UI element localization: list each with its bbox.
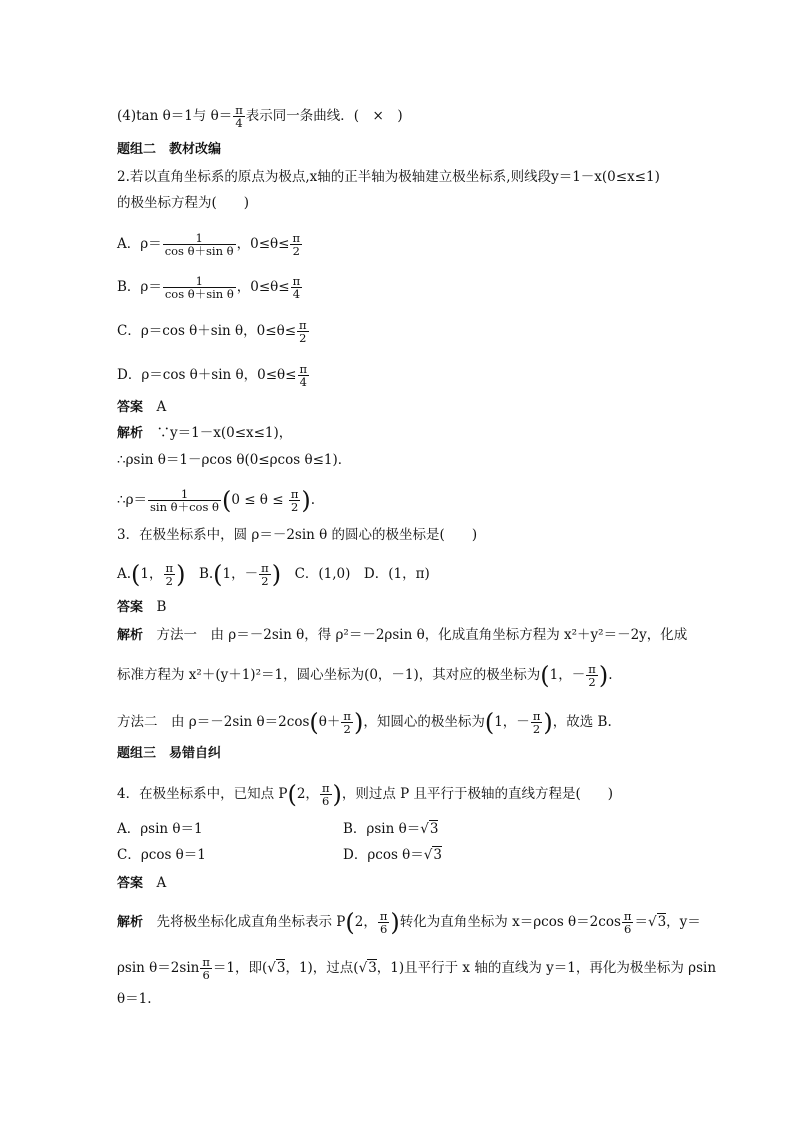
q4-option-b: B．ρsin θ＝√3: [343, 821, 439, 837]
q2-stem-line2: 的极坐标方程为( ): [117, 195, 250, 211]
q2-answer: 答案 A: [117, 399, 167, 415]
item-4-text: (4)tan θ＝1与 θ＝: [117, 108, 233, 124]
pi-over-4: $\frac{\pi}{4}$: [235, 103, 243, 130]
q4-option-d: D．ρcos θ＝√3: [343, 847, 442, 863]
q2-analysis-line1: 解析 ∵y＝1－x(0≤x≤1)，: [117, 425, 293, 441]
q2-option-c: C．ρ＝cos θ＋sin θ，0≤θ≤ $\frac{\pi}{2}$: [117, 318, 307, 345]
q2-stem-line1: 2.若以直角坐标系的原点为极点,x轴的正半轴为极轴建立极坐标系,则线段y＝1－x(0≤x≤1): [117, 169, 660, 185]
item-4-suffix: 表示同一条曲线．( × ): [245, 108, 403, 124]
q4-analysis-line3: θ＝1.: [117, 991, 152, 1007]
q4-option-a: A．ρsin θ＝1: [117, 821, 203, 837]
q3-method2: 方法二 由 ρ＝－2sin θ＝2cos(θ＋ $\frac{\pi}{2}$ )，知圆心的极坐标为(1，－ $\frac{\pi}{2}$ )，故选 B.: [117, 708, 612, 737]
q4-stem: 4．在极坐标系中，已知点 P(2， $\frac{\pi}{6}$ )，则过点 P 且平行于极轴的直线方程是( ): [117, 780, 614, 809]
q2-analysis-line3: ∴ρ＝ $\frac{1}{\text{sin θ＋cos θ}}$ (0 ≤ θ ≤ $\frac{\pi}{2}$ ).: [117, 486, 316, 515]
q4-analysis-line2: ρsin θ＝2sin $\frac{\pi}{6}$ ＝1，即(√3，1)，过点(√3，1)且平行于 x 轴的直线为 y＝1，再化为极坐标为 ρsin: [117, 955, 717, 982]
q4-answer: 答案 A: [117, 875, 167, 891]
q3-method1-line2: 标准方程为 x²＋(y＋1)²＝1，圆心坐标为(0，－1)，其对应的极坐标为(1，－ $\frac{\pi}{2}$ ).: [117, 661, 613, 690]
q2-option-a: A．ρ＝ $\frac{1}{\text{cos θ＋sin θ}}$ ，0≤θ≤ $\frac{\pi}{2}$: [117, 231, 301, 258]
q4-analysis-line1: 解析 先将极坐标化成直角坐标表示 P(2， $\frac{\pi}{6}$ )转化为直角坐标为 x＝ρcos θ＝2cos $\frac{\pi}{6}$ ＝√3，y＝: [117, 908, 701, 937]
q4-option-c: C．ρcos θ＝1: [117, 847, 206, 863]
q2-option-d: D．ρ＝cos θ＋sin θ，0≤θ≤ $\frac{\pi}{4}$: [117, 362, 308, 389]
q3-method1-line1: 解析 方法一 由 ρ＝－2sin θ，得 ρ²＝－2ρsin θ，化成直角坐标方程为 x²＋y²＝－2y，化成: [117, 627, 688, 643]
q2-analysis-line2: ∴ρsin θ＝1－ρcos θ(0≤ρcos θ≤1)．: [117, 452, 352, 468]
item-4: [117, 104, 403, 129]
group3-title: 题组三 易错自纠: [117, 746, 222, 761]
q3-options: A.(1， $\frac{\pi}{2}$ ) B.(1，－ $\frac{\pi}{2}$ ) C．(1,0) D．(1，π): [117, 560, 430, 589]
q4-options-row1: [117, 820, 677, 838]
q3-stem: 3．在极坐标系中，圆 ρ＝－2sin θ 的圆心的极坐标是( ): [117, 527, 478, 543]
group2-title: 题组二 教材改编: [117, 142, 222, 157]
q2-option-b: B．ρ＝ $\frac{1}{\text{cos θ＋sin θ}}$ ，0≤θ≤ $\frac{\pi}{4}$: [117, 274, 301, 301]
q3-answer: 答案 B: [117, 599, 167, 615]
q4-options-row2: [117, 846, 677, 864]
